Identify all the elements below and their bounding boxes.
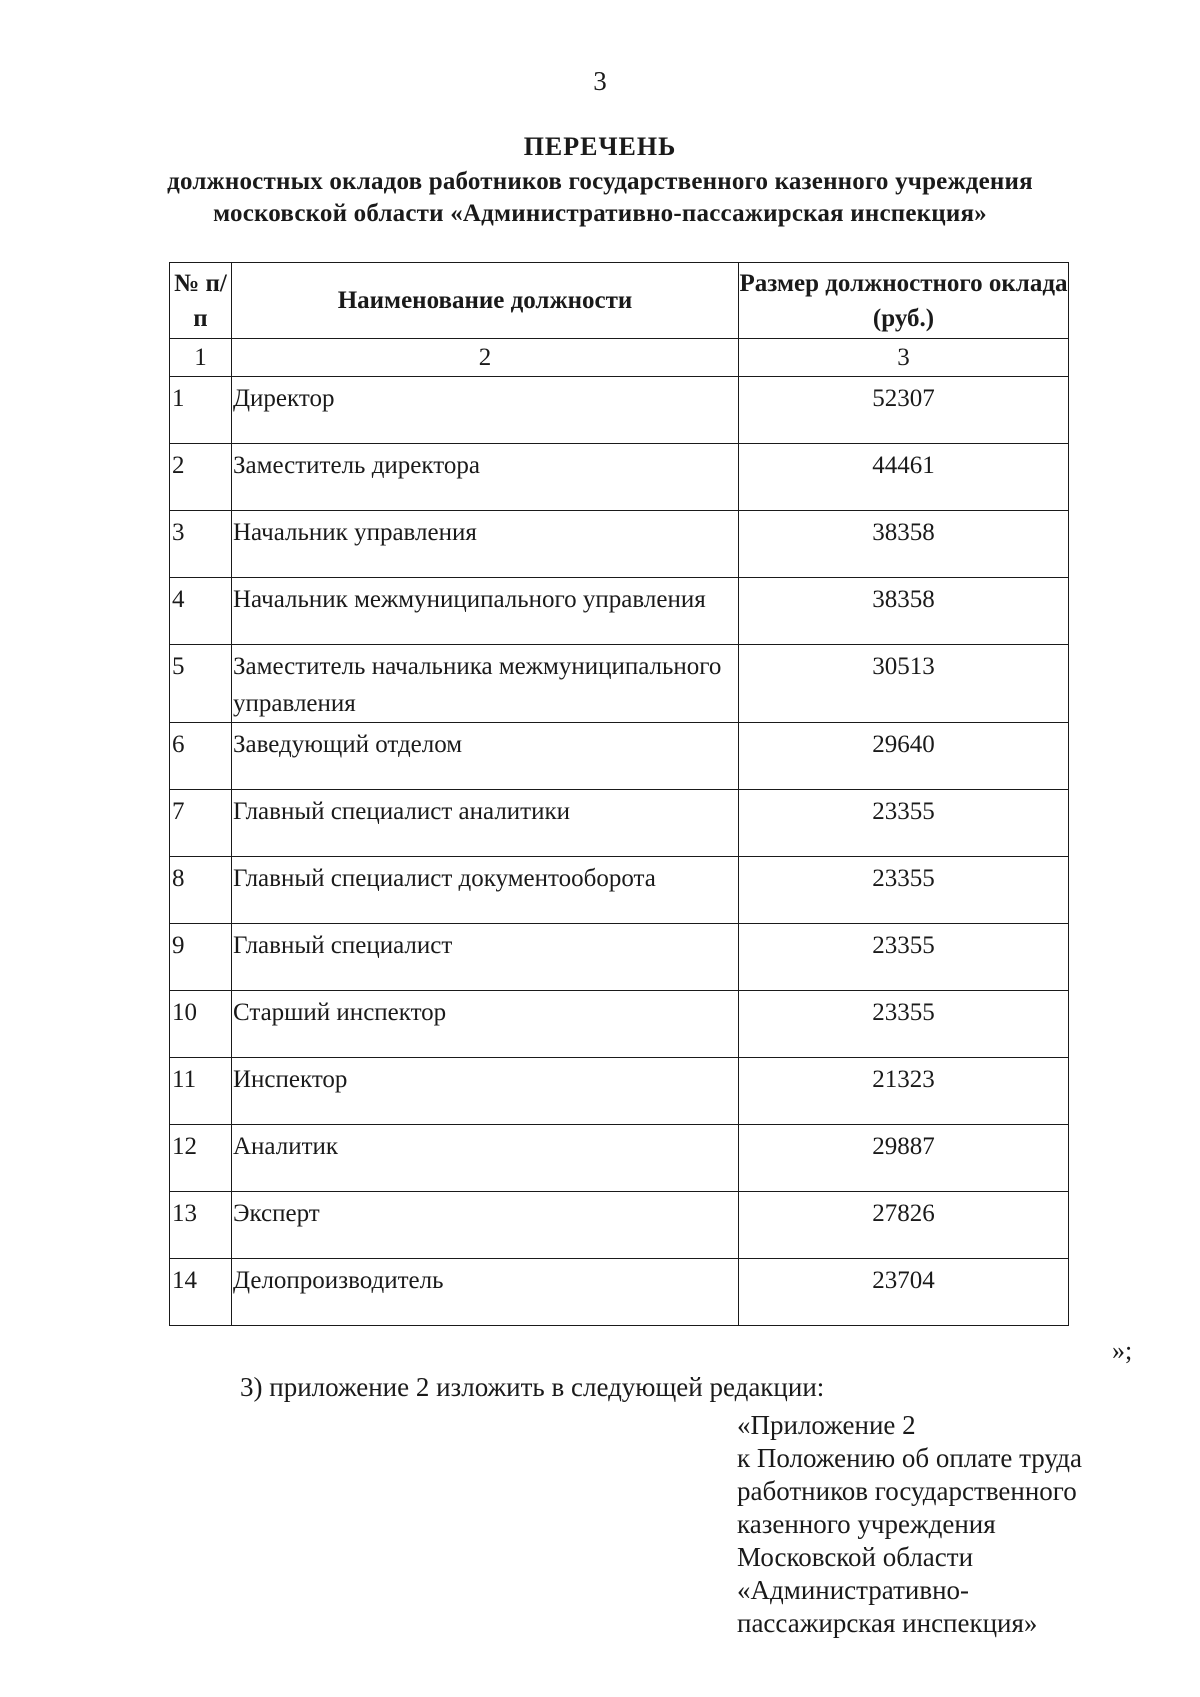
salary-value: 27826 [739, 1192, 1069, 1259]
appendix-caption [737, 1409, 1082, 1640]
table-row [170, 578, 1069, 645]
appendix-line: к Положению об оплате труда [737, 1443, 1082, 1473]
row-number: 11 [170, 1058, 232, 1125]
position-name: Заместитель начальника межмуниципального управления [232, 645, 739, 723]
position-name: Делопроизводитель [232, 1259, 739, 1326]
salary-value: 23355 [739, 790, 1069, 857]
salary-value: 21323 [739, 1058, 1069, 1125]
item-3-text: 3) приложение 2 изложить в следующей редакции: [240, 1372, 825, 1402]
row-number: 12 [170, 1125, 232, 1192]
salary-value: 52307 [739, 377, 1069, 444]
document-title: ПЕРЕЧЕНЬ [523, 132, 677, 161]
row-number: 13 [170, 1192, 232, 1259]
table-row [170, 1192, 1069, 1259]
table-row [170, 1058, 1069, 1125]
row-number: 3 [170, 511, 232, 578]
table-row [170, 377, 1069, 444]
position-name: Главный специалист документооборота [232, 857, 739, 924]
salary-value: 44461 [739, 444, 1069, 511]
header-num: № п/п [170, 263, 232, 339]
position-name: Главный специалист [232, 924, 739, 991]
appendix-line: «Административно- [737, 1575, 970, 1605]
document-subtitle-line-1: должностных окладов работников государственного казенного учреждения [167, 168, 1033, 195]
column-index-2: 2 [232, 339, 739, 377]
position-name: Заведующий отделом [232, 723, 739, 790]
salary-value: 23355 [739, 857, 1069, 924]
row-number: 6 [170, 723, 232, 790]
table-row [170, 1259, 1069, 1326]
table-row [170, 924, 1069, 991]
header-salary: Размер должностного оклада (руб.) [739, 263, 1069, 339]
table-header-row [170, 263, 1069, 339]
position-name: Старший инспектор [232, 991, 739, 1058]
table-row [170, 511, 1069, 578]
table-row [170, 991, 1069, 1058]
row-number: 10 [170, 991, 232, 1058]
salary-value: 38358 [739, 511, 1069, 578]
appendix-line: пассажирская инспекция» [737, 1608, 1038, 1638]
appendix-line: работников государственного [737, 1476, 1077, 1506]
row-number: 1 [170, 377, 232, 444]
table-row [170, 790, 1069, 857]
row-number: 5 [170, 645, 232, 723]
appendix-line: «Приложение 2 [737, 1410, 916, 1440]
row-number: 7 [170, 790, 232, 857]
table-row [170, 444, 1069, 511]
salary-table [169, 262, 1069, 1326]
table-row [170, 645, 1069, 723]
salary-value: 23355 [739, 991, 1069, 1058]
salary-value: 30513 [739, 645, 1069, 723]
salary-value: 29640 [739, 723, 1069, 790]
position-name: Аналитик [232, 1125, 739, 1192]
header-position-name: Наименование должности [232, 263, 739, 339]
closing-quote-mark: »; [1112, 1336, 1133, 1365]
position-name: Начальник межмуниципального управления [232, 578, 739, 645]
table-row [170, 1125, 1069, 1192]
position-name: Эксперт [232, 1192, 739, 1259]
row-number: 2 [170, 444, 232, 511]
table-row [170, 723, 1069, 790]
salary-value: 23704 [739, 1259, 1069, 1326]
page-number: 3 [593, 66, 607, 96]
document-subtitle-line-2: московской области «Административно-пассажирская инспекция» [213, 200, 987, 227]
row-number: 9 [170, 924, 232, 991]
position-name: Заместитель директора [232, 444, 739, 511]
salary-value: 38358 [739, 578, 1069, 645]
row-number: 14 [170, 1259, 232, 1326]
position-name: Инспектор [232, 1058, 739, 1125]
appendix-line: Московской области [737, 1542, 974, 1572]
column-index-3: 3 [739, 339, 1069, 377]
row-number: 4 [170, 578, 232, 645]
salary-value: 29887 [739, 1125, 1069, 1192]
position-name: Директор [232, 377, 739, 444]
table-row [170, 857, 1069, 924]
row-number: 8 [170, 857, 232, 924]
column-index-1: 1 [170, 339, 232, 377]
salary-value: 23355 [739, 924, 1069, 991]
position-name: Начальник управления [232, 511, 739, 578]
column-index-row [170, 339, 1069, 377]
position-name: Главный специалист аналитики [232, 790, 739, 857]
appendix-line: казенного учреждения [737, 1509, 996, 1539]
